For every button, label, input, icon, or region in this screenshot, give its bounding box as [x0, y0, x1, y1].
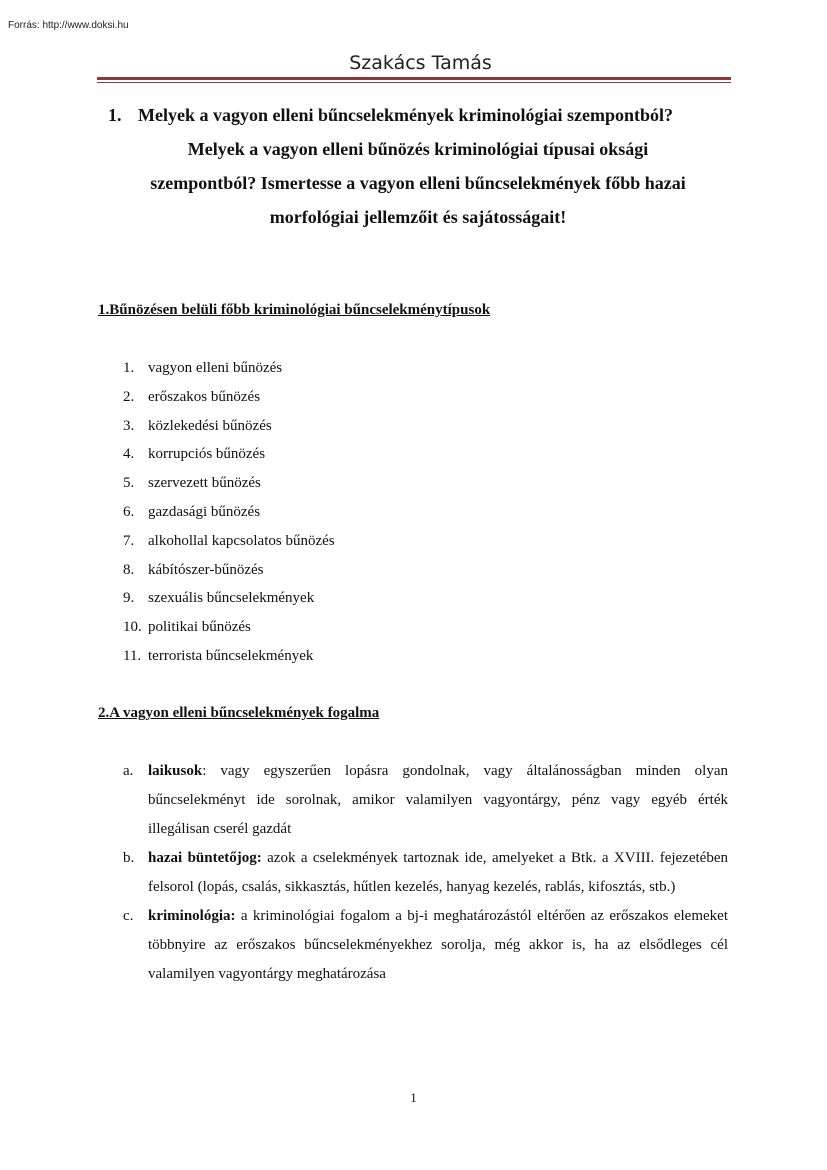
- list-item-number: 1.: [123, 360, 135, 376]
- definition-letter: a.: [123, 763, 134, 779]
- question-block: [108, 98, 728, 234]
- list-item: [123, 559, 335, 588]
- list-item: [123, 443, 335, 472]
- list-item: [123, 501, 335, 530]
- list-item-text: alkohollal kapcsolatos bűnözés: [148, 532, 335, 549]
- header-rule-thin: [97, 82, 731, 83]
- list-item-number: 11.: [123, 647, 142, 664]
- list-item: [123, 587, 335, 616]
- list-item-text: gazdasági bűnözés: [148, 503, 261, 520]
- list-item-text: korrupciós bűnözés: [148, 446, 266, 463]
- definition-item: [123, 757, 728, 844]
- list-item: [123, 386, 335, 415]
- question-line-1: Melyek a vagyon elleni bűncselekmények kriminológiai szempontból?: [138, 105, 674, 125]
- list-item-number: 9.: [123, 590, 135, 607]
- list-item: [123, 616, 335, 645]
- definition-term: kriminológia:: [148, 908, 236, 924]
- definition-text: azok a cselekmények tartoznak ide, amelyeket a Btk. a XVIII. fejezetében felsorol (lopás, csalás, sikkasztás, hűtlen kezelés, hanyag kezelés, rablás, kifosztás, stb.): [148, 850, 728, 895]
- list-item: [123, 357, 335, 386]
- list-item-text: erőszakos bűnözés: [148, 388, 261, 405]
- question-number: 1.: [108, 105, 122, 125]
- definition-body: [148, 844, 728, 902]
- list-item-number: 3.: [123, 417, 135, 434]
- question-line-3: szempontból? Ismertesse a vagyon elleni bűncselekmények főbb hazai: [150, 173, 686, 193]
- section-1-heading: 1.Bűnözésen belüli főbb kriminológiai bűncselekménytípusok: [98, 302, 491, 318]
- crime-type-list: [123, 357, 335, 674]
- page-number: 1: [410, 1090, 417, 1105]
- list-item-number: 4.: [123, 446, 135, 463]
- definition-text: : vagy egyszerűen lopásra gondolnak, vagy általánosságban minden olyan bűncselekményt ide sorolnak, amikor valamilyen vagyontárgy, pénz vagy egyéb érték illegálisan cserél gazdát: [148, 763, 728, 837]
- definition-item: [123, 844, 728, 902]
- definition-list: [123, 757, 728, 989]
- list-item-number: 10.: [123, 619, 142, 636]
- list-item-text: közlekedési bűnözés: [148, 417, 272, 434]
- definition-item: [123, 902, 728, 989]
- list-item-number: 2.: [123, 388, 135, 405]
- list-item-number: 6.: [123, 503, 135, 520]
- section-2-heading: 2.A vagyon elleni bűncselekmények fogalma: [98, 705, 380, 721]
- list-item: [123, 530, 335, 559]
- list-item-number: 5.: [123, 475, 135, 492]
- list-item: [123, 415, 335, 444]
- header-author: Szakács Tamás: [349, 52, 492, 74]
- list-item: [123, 472, 335, 501]
- definition-body: [148, 757, 728, 844]
- question-line-2: Melyek a vagyon elleni bűnözés kriminológiai típusai oksági: [187, 139, 649, 159]
- definition-letter: b.: [123, 850, 135, 866]
- definition-letter: c.: [123, 908, 134, 924]
- question-line-4: morfológiai jellemzőit és sajátosságait!: [269, 207, 567, 227]
- definition-term: laikusok: [148, 763, 203, 779]
- list-item-text: terrorista bűncselekmények: [148, 647, 314, 664]
- header-rule-thick: [97, 77, 731, 80]
- list-item: [123, 645, 335, 674]
- list-item-text: szervezett bűnözés: [148, 475, 261, 492]
- source-label: Forrás: http://www.doksi.hu: [8, 20, 129, 31]
- definition-text: a kriminológiai fogalom a bj-i meghatározástól eltérően az erőszakos elemeket többnyire az erőszakos bűncselekményekhez sorolja, még akkor is, ha az elsődleges cél valamilyen vagyontárgy meghatározása: [148, 908, 728, 982]
- list-item-number: 7.: [123, 532, 135, 549]
- list-item-text: szexuális bűncselekmények: [148, 590, 315, 607]
- list-item-text: vagyon elleni bűnözés: [148, 360, 283, 376]
- list-item-number: 8.: [123, 561, 135, 578]
- definition-term: hazai büntetőjog:: [148, 850, 262, 866]
- list-item-text: politikai bűnözés: [148, 619, 251, 636]
- list-item-text: kábítószer-bűnözés: [148, 561, 264, 578]
- definition-body: [148, 902, 728, 989]
